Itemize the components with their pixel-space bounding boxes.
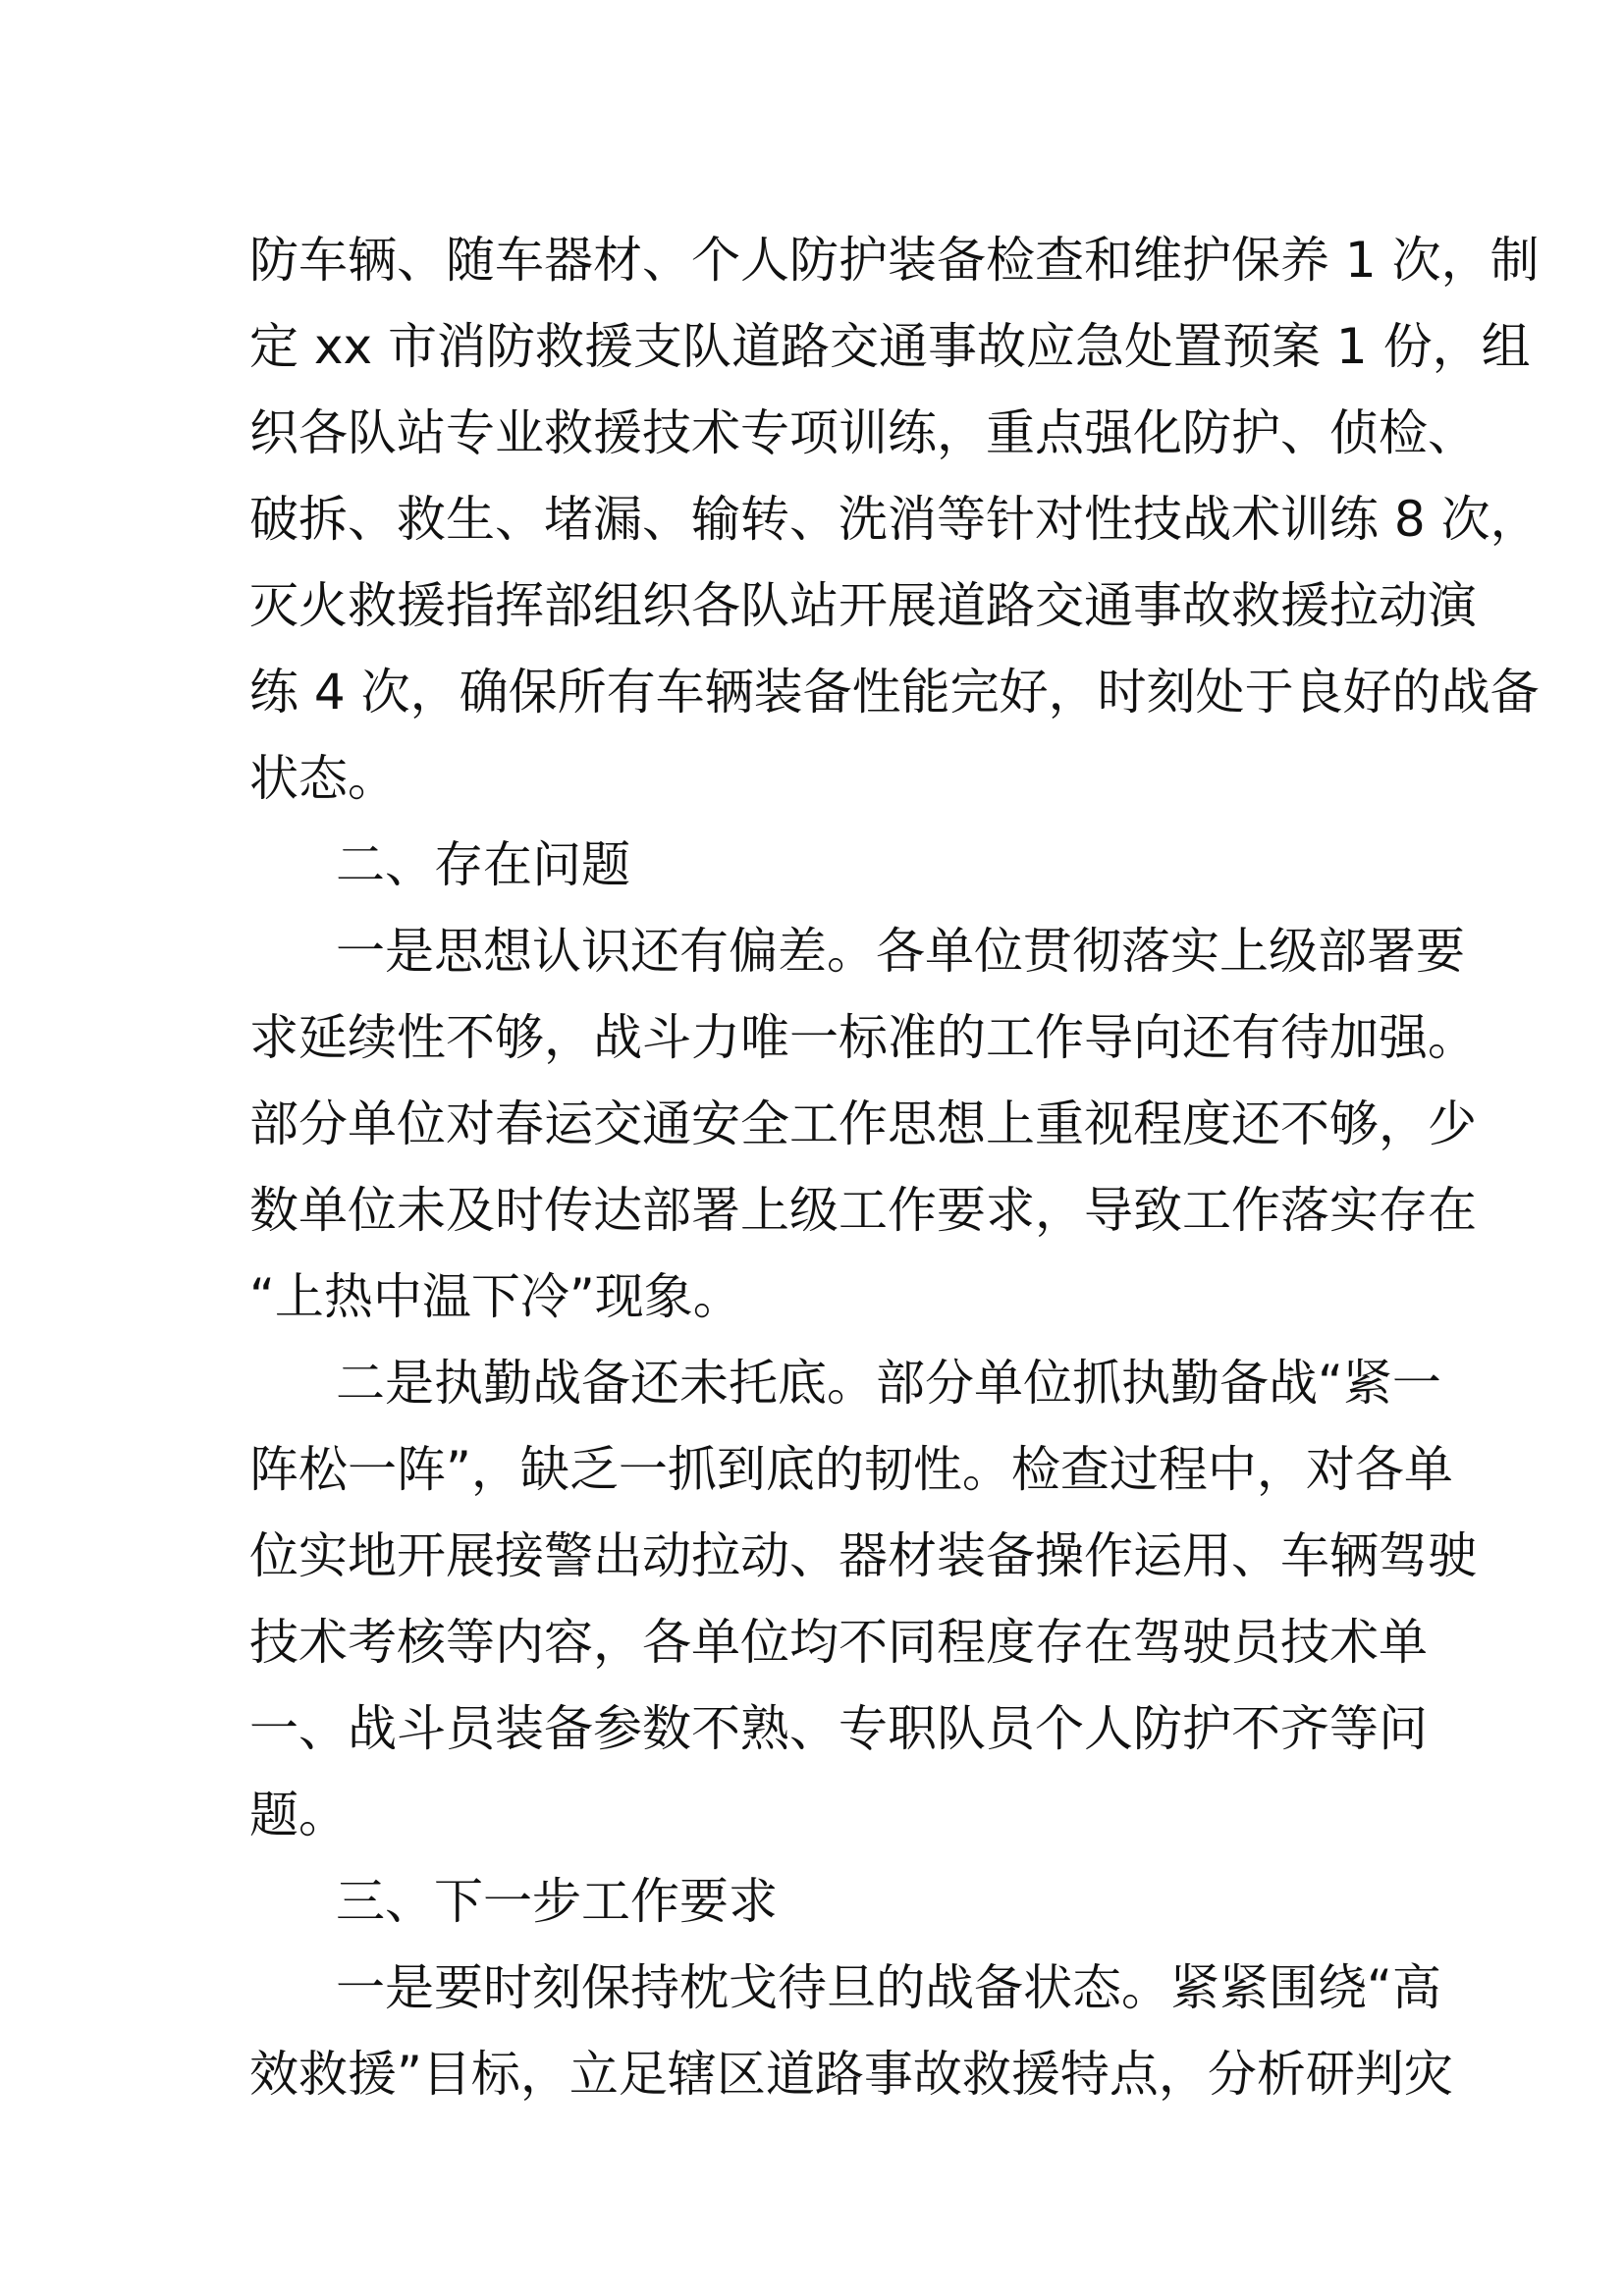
- text-line-2: 定 xx 市消防救援支队道路交通事故应急处置预案 1 份，组: [249, 318, 1531, 375]
- section-heading-problems: 二、存在问题: [336, 836, 630, 893]
- text-line-6: 练 4 次，确保所有车辆装备性能完好，时刻处于良好的战备: [249, 664, 1540, 721]
- text-line-7: 状态。: [249, 750, 397, 807]
- text-line-11: 部分单位对春运交通安全工作思想上重视程度还不够，少: [249, 1095, 1477, 1152]
- text-line-13: “上热中温下冷”现象。: [249, 1268, 742, 1325]
- text-line-4: 破拆、救生、堵漏、输转、洗消等针对性技战术训练 8 次，: [249, 491, 1540, 548]
- section-heading-next-steps: 三、下一步工作要求: [336, 1873, 778, 1930]
- text-line-10: 求延续性不够，战斗力唯一标准的工作导向还有待加强。: [249, 1009, 1477, 1066]
- text-line-22: 效救援”目标，立足辖区道路事故救援特点，分析研判灾: [249, 2046, 1453, 2103]
- text-line-1: 防车辆、随车器材、个人防护装备检查和维护保养 1 次，制: [249, 232, 1540, 289]
- text-line-9: 一是思想认识还有偏差。各单位贯彻落实上级部署要: [336, 923, 1465, 980]
- text-line-5: 灭火救援指挥部组织各队站开展道路交通事故救援拉动演: [249, 577, 1477, 634]
- text-line-14: 二是执勤战备还未托底。部分单位抓执勤备战“紧一: [336, 1355, 1441, 1412]
- text-line-21: 一是要时刻保持枕戈待旦的战备状态。紧紧围绕“高: [336, 1959, 1441, 2016]
- text-line-15: 阵松一阵”，缺乏一抓到底的韧性。检查过程中，对各单: [249, 1441, 1453, 1498]
- text-line-12: 数单位未及时传达部署上级工作要求，导致工作落实存在: [249, 1182, 1477, 1239]
- text-line-3: 织各队站专业救援技术专项训练，重点强化防护、侦检、: [249, 404, 1477, 461]
- text-line-17: 技术考核等内容，各单位均不同程度存在驾驶员技术单: [249, 1614, 1428, 1671]
- text-line-16: 位实地开展接警出动拉动、器材装备操作运用、车辆驾驶: [249, 1527, 1477, 1584]
- text-line-18: 一、战斗员装备参数不熟、专职队员个人防护不齐等问: [249, 1700, 1428, 1757]
- text-line-19: 题。: [249, 1787, 348, 1843]
